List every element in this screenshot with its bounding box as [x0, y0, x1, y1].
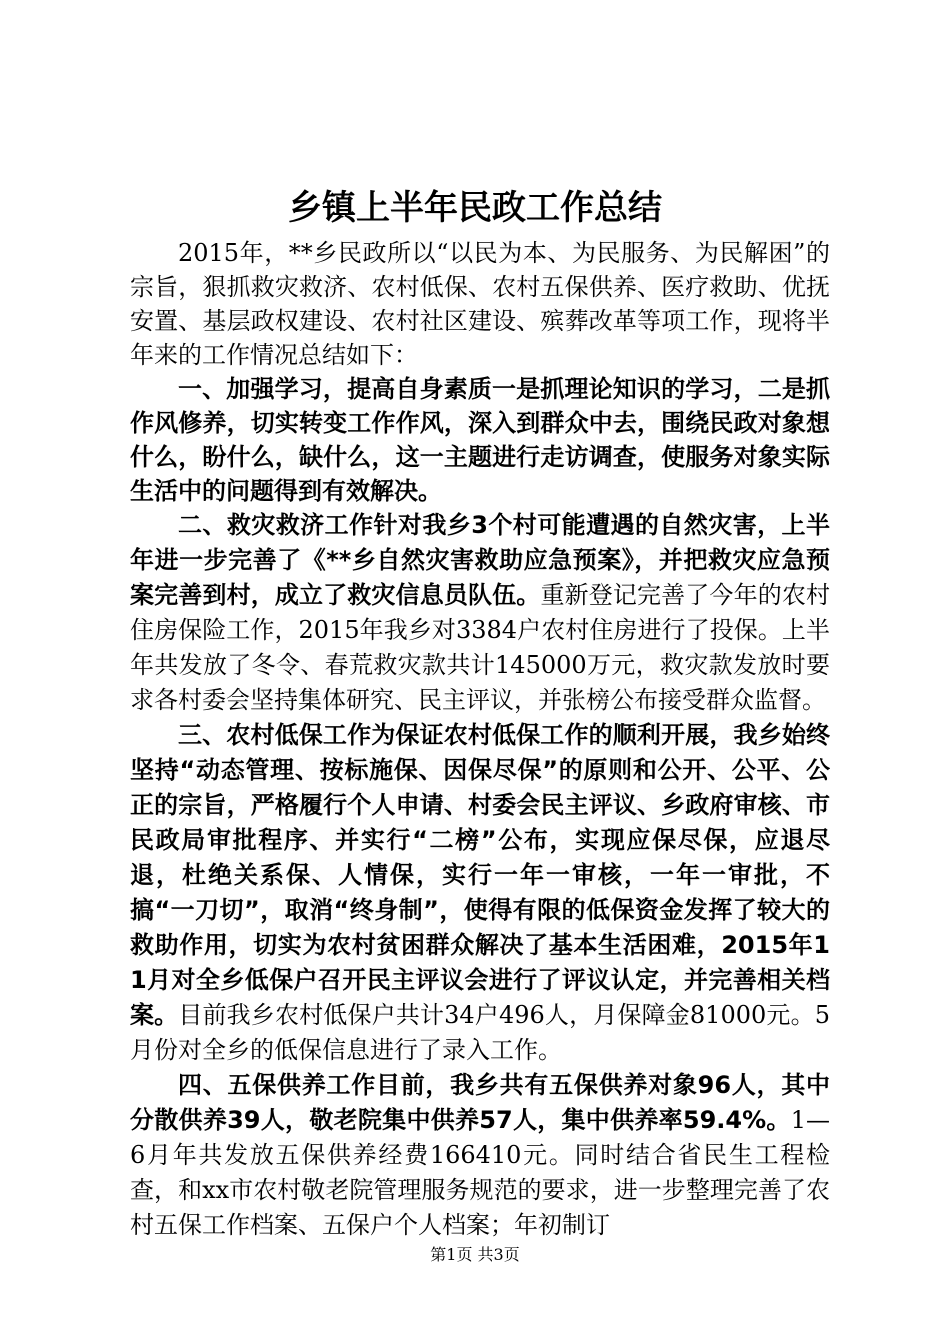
page-title: 乡镇上半年民政工作总结 [288, 188, 662, 228]
paragraph-intro: 2015年，**乡民政所以“以民为本、为民服务、为民解困”的宗旨，狠抓救灾救济、农村低保、农村五保供养、医疗救助、优抚安置、基层政权建设、农村社区建设、殡葬改革等项工作，现将半年来的工作情况总结如下： [130, 239, 830, 369]
paragraph-section-4 [130, 1068, 830, 1243]
section-3-heading-text: 三、农村低保工作为保证农村低保工作的顺利开展，我乡始终坚持“动态管理、按标施保、因保尽保”的原则和公开、公平、公正的宗旨，严格履行个人申请、村委会民主评议、乡政府审核、市民政局审批程序、并实行“二榜”公布，实现应保尽保，应退尽退，杜绝关系保、人情保，实行一年一审核，一年一审批，不搞“一刀切”，取消“终身制”，使得有限的低保资金发挥了较大的救助作用，切实为农村贫困群众解决了基本生活困难，2015年11月对全乡低保户召开民主评议会进行了评议认定，并完善相关档案。 [130, 721, 830, 1029]
document-body [130, 236, 830, 1243]
page-footer: 第1页 共3页 [430, 1245, 520, 1264]
section-2-heading-text: 二、救灾救济工作针对我乡3个村可能遭遇的自然灾害，上半年进一步完善了《**乡自然灾害救助应急预案》，并把救灾应急预案完善到村，成立了救灾信息员队伍。 [130, 511, 830, 609]
paragraph-section-3 [130, 718, 830, 1068]
paragraph-section-1: 一、加强学习，提高自身素质一是抓理论知识的学习，二是抓作风修养，切实转变工作作风，深入到群众中去，围绕民政对象想什么，盼什么，缺什么，这一主题进行走访调查，使服务对象实际生活中的问题得到有效解决。 [130, 375, 830, 505]
section-2-body-text: 重新登记完善了今年的农村住房保险工作，2015年我乡对3384户农村住房进行了投保。上半年共发放了冬令、春荒救灾款共计145000万元，救灾款发放时要求各村委会坚持集体研究、民主评议，并张榜公布接受群众监督。 [130, 581, 831, 714]
section-4-body-text: 1—6月年共发放五保供养经费166410元。同时结合省民生工程检查，和xx市农村敬老院管理服务规范的要求，进一步整理完善了农村五保工作档案、五保户个人档案；年初制订 [130, 1106, 830, 1239]
section-4-heading-text: 四、五保供养工作目前，我乡共有五保供养对象96人，其中分散供养39人，敬老院集中供养57人，集中供养率59.4%。 [130, 1071, 830, 1134]
section-3-body-text: 目前我乡农村低保户共计34户496人，月保障金81000元。5月份对全乡的低保信息进行了录入工作。 [130, 1001, 831, 1064]
paragraph-section-2 [130, 508, 830, 718]
